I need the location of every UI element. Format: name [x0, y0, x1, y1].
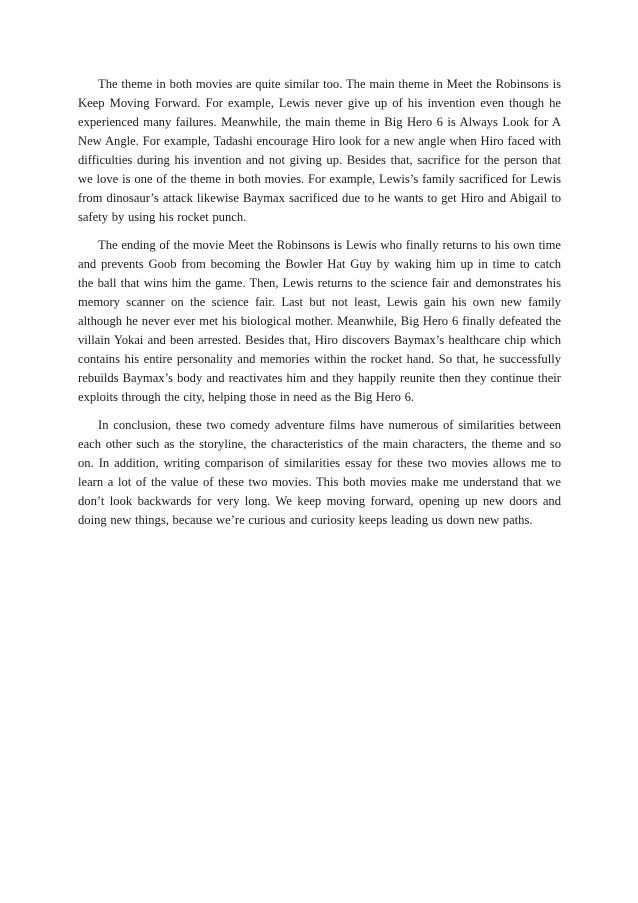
paragraph-ending: The ending of the movie Meet the Robinsons is Lewis who finally returns to his own time and prevents Goob from becoming the Bowler Hat Guy by waking him up in time to catch the ball that wins him the game. Then, Lewis returns to the science fair and demonstrates his memory scanner on the science fair. Last but not least, Lewis gain his own new family although he never ever met his biological mother. Meanwhile, Big Hero 6 finally defeated the villain Yokai and been arrested. Besides that, Hiro discovers Baymax’s healthcare chip which contains his entire personality and memories within the rocket hand. So that, he successfully rebuilds Baymax’s body and reactivates him and they happily reunite then they continue their exploits through the city, helping those in need as the Big Hero 6. — [78, 238, 561, 404]
paragraph-theme: The theme in both movies are quite similar too. The main theme in Meet the Robinsons is Keep Moving Forward. For example, Lewis never give up of his invention even though he experienced many failures. Meanwhile, the main theme in Big Hero 6 is Always Look for A New Angle. For example, Tadashi encourage Hiro look for a new angle when Hiro faced with difficulties during his invention and not giving up. Besides that, sacrifice for the person that we love is one of the theme in both movies. For example, Lewis’s family sacrificed for Lewis from dinosaur’s attack likewise Baymax sacrificed due to he wants to get Hiro and Abigail to safety by using his rocket punch. — [78, 77, 561, 224]
paragraph-conclusion: In conclusion, these two comedy adventure films have numerous of similarities between each other such as the storyline, the characteristics of the main characters, the theme and so on. In addition, writing comparison of similarities essay for these two movies allows me to learn a lot of the value of these two movies. This both movies make me understand that we don’t look backwards for very long. We keep moving forward, opening up new doors and doing new things, because we’re curious and curiosity keeps leading us down new paths. — [78, 418, 561, 527]
document-body — [78, 75, 561, 539]
